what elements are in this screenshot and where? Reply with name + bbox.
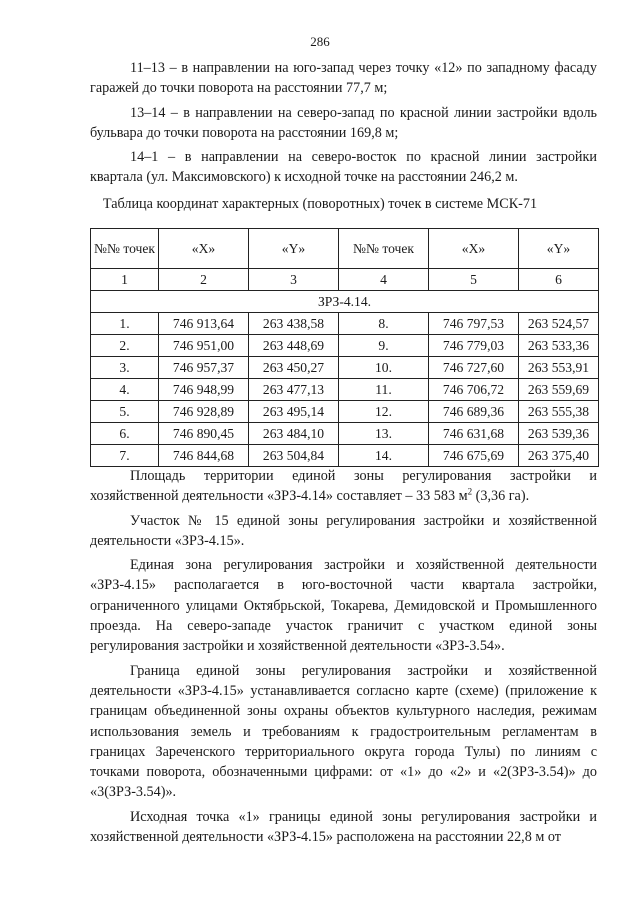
column-number: 2: [159, 269, 249, 291]
table-cell: 6.: [91, 423, 159, 445]
table-row: [91, 445, 599, 467]
table-cell: 2.: [91, 335, 159, 357]
header-cell: «X»: [159, 229, 249, 269]
table-cell: 263 477,13: [249, 379, 339, 401]
paragraph: 11–13 – в направлении на юго-запад через точку «12» по западному фасаду гаражей до точки поворота на расстоянии 77,7 м;: [90, 60, 597, 97]
header-cell: №№ точек: [91, 229, 159, 269]
table-cell: 10.: [339, 357, 429, 379]
table-cell: 4.: [91, 379, 159, 401]
section-title: ЗРЗ-4.14.: [91, 291, 599, 313]
table-cell: 746 779,03: [429, 335, 519, 357]
table-cell: 746 706,72: [429, 379, 519, 401]
intro-text: [90, 58, 597, 188]
table-cell: 263 495,14: [249, 401, 339, 423]
area-paragraph: [90, 466, 597, 507]
header-cell: «X»: [429, 229, 519, 269]
paragraph: Исходная точка «1» границы единой зоны регулирования застройки и хозяйственной деятельности «ЗРЗ-4.15» расположена на расстоянии 22,8 м от: [90, 808, 597, 846]
table-caption: Таблица координат характерных (поворотных) точек в системе МСК-71: [102, 196, 538, 212]
table-cell: 263 438,58: [249, 313, 339, 335]
table-cell: 746 727,60: [429, 357, 519, 379]
paragraph: 14–1 – в направлении на северо-восток по красной линии застройки квартала (ул. Максимовского) к исходной точке на расстоянии 246,2 м.: [90, 149, 597, 186]
table-cell: 746 890,45: [159, 423, 249, 445]
page-number: 286: [310, 34, 330, 49]
table-cell: 746 951,00: [159, 335, 249, 357]
table-row: [91, 313, 599, 335]
table-cell: 9.: [339, 335, 429, 357]
table-cell: 263 524,57: [519, 313, 599, 335]
column-number: 1: [91, 269, 159, 291]
table-cell: 746 631,68: [429, 423, 519, 445]
table-cell: 263 375,40: [519, 445, 599, 467]
table-cell: 263 539,36: [519, 423, 599, 445]
area-superscript: 2: [467, 486, 473, 497]
table-cell: 3.: [91, 357, 159, 379]
table-cell: 13.: [339, 423, 429, 445]
table-cell: 746 928,89: [159, 401, 249, 423]
column-number-row: [91, 269, 599, 291]
table-cell: 263 559,69: [519, 379, 599, 401]
table-row: [91, 423, 599, 445]
table-cell: 746 797,53: [429, 313, 519, 335]
paragraph: Граница единой зоны регулирования застройки и хозяйственной деятельности «ЗРЗ-4.15» устанавливается согласно карте (схеме) (приложение к границам объединенной зоны охраны объектов культурного наследия, режимам использования земель и требованиям к градостроительным регламентам в границах Зареченского территориального округа города Тулы) по линиям с точками поворота, обозначенными цифрами: от «1» до «2» и «2(ЗРЗ-3.54)» до «3(ЗРЗ-3.54)».: [90, 662, 597, 801]
table-cell: 12.: [339, 401, 429, 423]
body-text: [90, 466, 597, 847]
table-cell: 746 844,68: [159, 445, 249, 467]
table-header-row: [91, 229, 599, 269]
header-cell: «Y»: [519, 229, 599, 269]
table-cell: 746 913,64: [159, 313, 249, 335]
coordinates-table: [90, 228, 599, 467]
table-cell: 263 504,84: [249, 445, 339, 467]
table-cell: 5.: [91, 401, 159, 423]
table-cell: 263 484,10: [249, 423, 339, 445]
section-row: [91, 291, 599, 313]
table-cell: 11.: [339, 379, 429, 401]
table-cell: 263 450,27: [249, 357, 339, 379]
table-row: [91, 401, 599, 423]
table-row: [91, 379, 599, 401]
table-cell: 263 555,38: [519, 401, 599, 423]
column-number: 6: [519, 269, 599, 291]
area-text: Площадь территории единой зоны регулирования застройки и хозяйственной деятельности «ЗРЗ-4.14» составляет – 33 583 м: [90, 468, 597, 505]
table-cell: 1.: [91, 313, 159, 335]
table-cell: 14.: [339, 445, 429, 467]
column-number: 5: [429, 269, 519, 291]
table-cell: 263 533,36: [519, 335, 599, 357]
paragraph: 13–14 – в направлении на северо-запад по красной линии застройки вдоль бульвара до точки поворота на расстоянии 169,8 м;: [90, 104, 597, 141]
header-cell: «Y»: [249, 229, 339, 269]
table-cell: 746 957,37: [159, 357, 249, 379]
table-row: [91, 357, 599, 379]
table-cell: 8.: [339, 313, 429, 335]
column-number: 3: [249, 269, 339, 291]
header-cell: №№ точек: [339, 229, 429, 269]
table-cell: 746 689,36: [429, 401, 519, 423]
table-cell: 263 553,91: [519, 357, 599, 379]
paragraph: Участок № 15 единой зоны регулирования застройки и хозяйственной деятельности «ЗРЗ-4.15».: [90, 512, 597, 549]
table-cell: 746 675,69: [429, 445, 519, 467]
paragraph: Единая зона регулирования застройки и хозяйственной деятельности «ЗРЗ-4.15» располагается в юго-восточной части квартала застройки, ограниченного улицами Октябрьской, Токарева, Демидовской и Промышленного проезда. На северо-западе участок граничит с участком единой зоны регулирования застройки и хозяйственной деятельности «ЗРЗ-3.54».: [90, 557, 597, 655]
table-row: [91, 335, 599, 357]
area-text-tail: (3,36 га).: [472, 488, 530, 505]
table-cell: 263 448,69: [249, 335, 339, 357]
column-number: 4: [339, 269, 429, 291]
table-cell: 7.: [91, 445, 159, 467]
table-cell: 746 948,99: [159, 379, 249, 401]
